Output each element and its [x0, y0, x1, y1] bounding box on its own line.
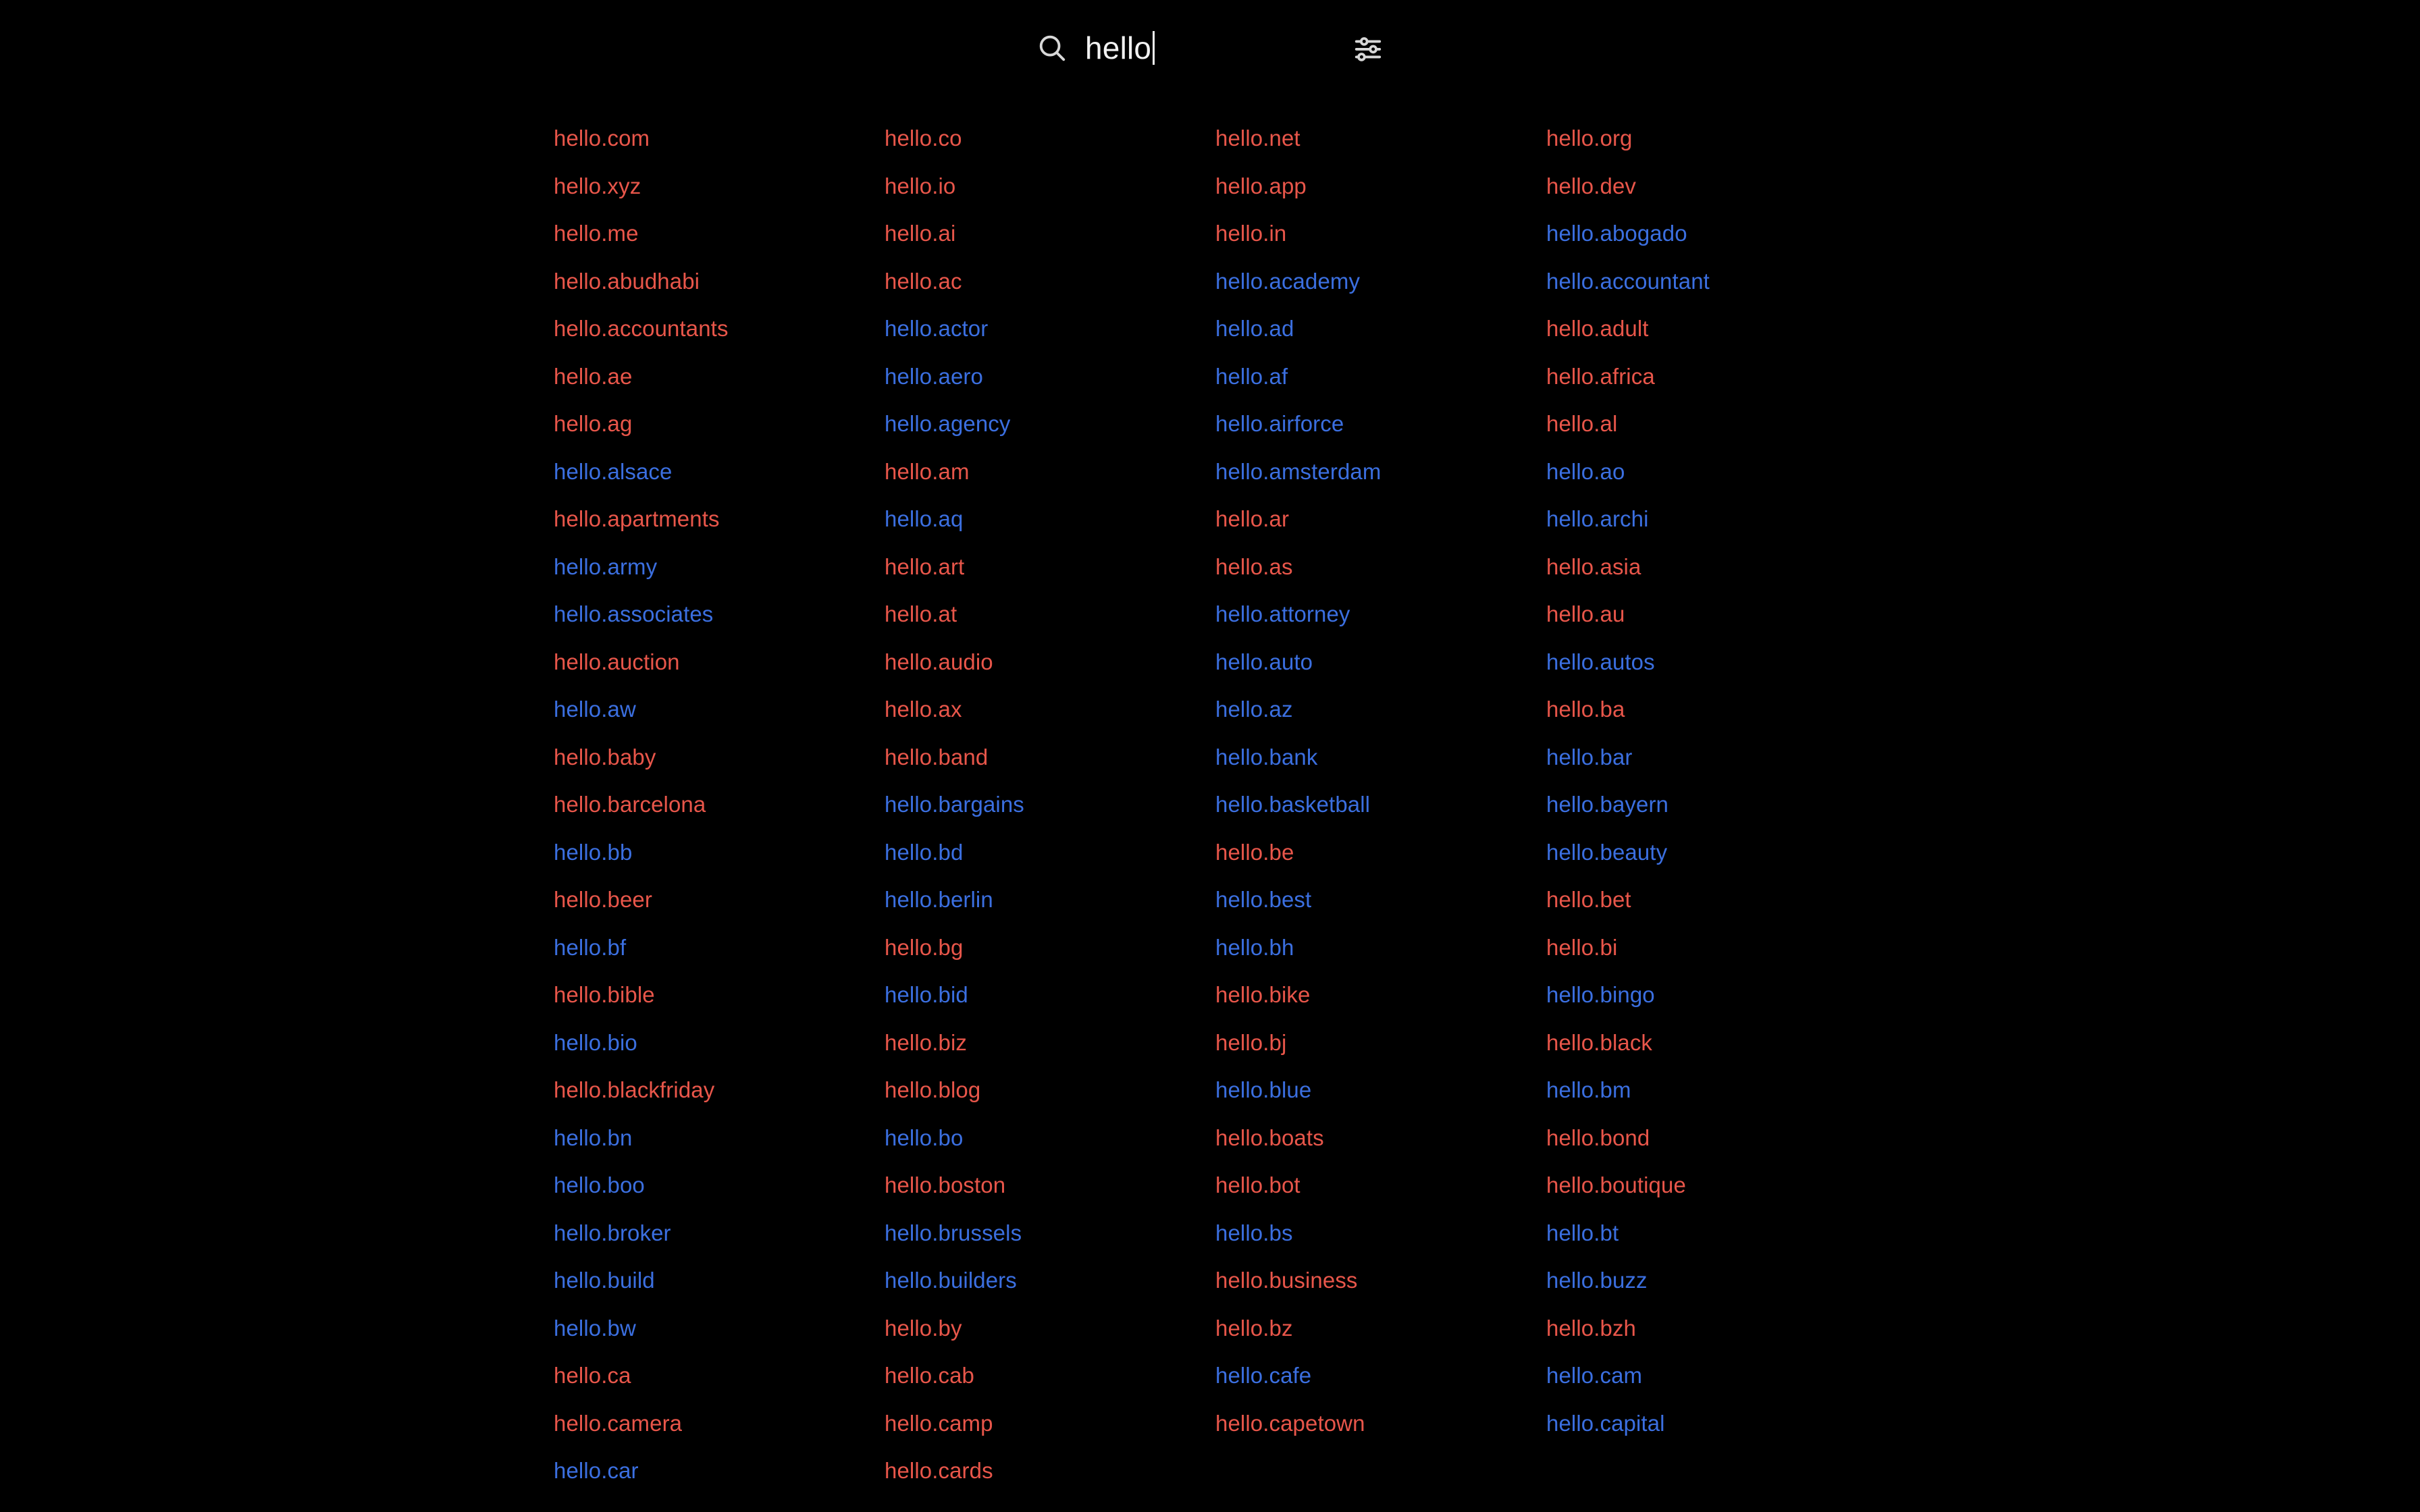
domain-result-item[interactable]: hello.barcelona [554, 792, 706, 817]
domain-result-item[interactable]: hello.africa [1546, 363, 1655, 389]
domain-result-item[interactable]: hello.audio [885, 649, 993, 674]
domain-result-item[interactable]: hello.bar [1546, 744, 1633, 770]
domain-result-item[interactable]: hello.actor [885, 316, 989, 341]
domain-result-item[interactable]: hello.boutique [1546, 1172, 1686, 1197]
domain-result-item[interactable]: hello.ai [885, 221, 956, 246]
domain-result-item[interactable]: hello.bd [885, 839, 964, 865]
domain-result-item[interactable]: hello.ar [1215, 506, 1290, 531]
domain-result-item[interactable]: hello.am [885, 458, 970, 484]
domain-result-item[interactable]: hello.attorney [1215, 601, 1350, 626]
domain-result-item[interactable]: hello.bid [885, 982, 968, 1007]
domain-result-item[interactable]: hello.archi [1546, 506, 1649, 531]
domain-result-item[interactable]: hello.be [1215, 839, 1294, 865]
domain-result-item[interactable]: hello.boo [554, 1172, 645, 1197]
domain-result-item[interactable]: hello.org [1546, 126, 1633, 151]
search-icon [1036, 32, 1068, 63]
domain-result-item[interactable]: hello.as [1215, 554, 1293, 579]
domain-result-item[interactable]: hello.af [1215, 363, 1288, 389]
domain-result-item[interactable]: hello.bot [1215, 1172, 1300, 1197]
domain-result-item[interactable]: hello.camp [885, 1410, 993, 1436]
domain-result-item[interactable]: hello.net [1215, 126, 1300, 151]
domain-result-item[interactable]: hello.in [1215, 221, 1287, 246]
domain-result-item[interactable]: hello.camera [554, 1410, 683, 1436]
search-bar [0, 0, 2420, 96]
domain-result-item[interactable]: hello.accountant [1546, 268, 1710, 294]
domain-result-item[interactable]: hello.at [885, 601, 957, 626]
domain-result-item[interactable]: hello.bank [1215, 744, 1318, 770]
domain-result-item[interactable]: hello.associates [554, 601, 714, 626]
domain-result-item[interactable]: hello.bet [1546, 887, 1631, 912]
domain-result-item[interactable]: hello.auto [1215, 649, 1313, 674]
search-input-value: hello [1085, 30, 1152, 65]
domain-result-item[interactable]: hello.bio [554, 1029, 637, 1055]
domain-result-item[interactable]: hello.black [1546, 1029, 1653, 1055]
domain-result-item[interactable]: hello.aq [885, 506, 964, 531]
domain-result-item[interactable]: hello.accountants [554, 316, 729, 341]
domain-result-item[interactable]: hello.ao [1546, 458, 1625, 484]
search-input[interactable] [1085, 31, 1308, 65]
domain-result-item[interactable]: hello.bzh [1546, 1315, 1636, 1341]
domain-result-item[interactable]: hello.best [1215, 887, 1312, 912]
search-bar-inner [1036, 31, 1384, 65]
domain-result-item[interactable]: hello.beauty [1546, 839, 1668, 865]
domain-result-item[interactable]: hello.art [885, 554, 965, 579]
domain-result-item[interactable]: hello.xyz [554, 173, 641, 198]
domain-result-item[interactable]: hello.builders [885, 1268, 1017, 1293]
domain-result-item[interactable]: hello.amsterdam [1215, 458, 1382, 484]
domain-result-item[interactable]: hello.me [554, 221, 639, 246]
domain-result-item[interactable]: hello.bb [554, 839, 633, 865]
domain-result-item[interactable]: hello.boston [885, 1172, 1006, 1197]
domain-result-item[interactable]: hello.bw [554, 1315, 636, 1341]
domain-result-item[interactable]: hello.apartments [554, 506, 720, 531]
domain-result-item[interactable]: hello.co [885, 126, 962, 151]
domain-result-item[interactable]: hello.capetown [1215, 1410, 1365, 1436]
domain-result-item[interactable]: hello.broker [554, 1220, 671, 1245]
domain-result-item[interactable]: hello.bm [1546, 1077, 1631, 1102]
domain-result-item[interactable]: hello.bargains [885, 792, 1024, 817]
text-caret [1153, 31, 1155, 65]
domain-result-item[interactable]: hello.az [1215, 697, 1293, 722]
domain-result-item[interactable]: hello.bj [1215, 1029, 1287, 1055]
domain-result-item[interactable]: hello.al [1546, 411, 1618, 436]
domain-result-item[interactable]: hello.band [885, 744, 989, 770]
domain-result-item[interactable]: hello.ag [554, 411, 633, 436]
domain-result-item[interactable]: hello.berlin [885, 887, 993, 912]
domain-result-item[interactable]: hello.business [1215, 1268, 1358, 1293]
domain-result-item[interactable]: hello.cab [885, 1363, 974, 1388]
domain-result-item[interactable]: hello.au [1546, 601, 1625, 626]
domain-result-item[interactable]: hello.boats [1215, 1125, 1324, 1150]
domain-result-item[interactable]: hello.bike [1215, 982, 1311, 1007]
domain-result-item[interactable]: hello.cam [1546, 1363, 1643, 1388]
domain-result-item[interactable]: hello.bayern [1546, 792, 1668, 817]
domain-result-item[interactable]: hello.baby [554, 744, 656, 770]
domain-result-item[interactable]: hello.blog [885, 1077, 981, 1102]
domain-result-item[interactable]: hello.bg [885, 934, 964, 960]
domain-result-item[interactable]: hello.blackfriday [554, 1077, 715, 1102]
domain-result-item[interactable]: hello.bz [1215, 1315, 1293, 1341]
domain-result-item[interactable]: hello.ba [1546, 697, 1625, 722]
domain-result-item[interactable]: hello.bond [1546, 1125, 1650, 1150]
domain-results-grid [554, 115, 2242, 1495]
domain-result-item[interactable]: hello.brussels [885, 1220, 1022, 1245]
domain-result-item[interactable]: hello.beer [554, 887, 652, 912]
domain-result-item[interactable]: hello.bible [554, 982, 655, 1007]
domain-result-item[interactable]: hello.bn [554, 1125, 633, 1150]
domain-result-item[interactable]: hello.agency [885, 411, 1011, 436]
domain-result-item[interactable]: hello.adult [1546, 316, 1649, 341]
domain-result-item[interactable]: hello.army [554, 554, 658, 579]
domain-result-item[interactable]: hello.autos [1546, 649, 1655, 674]
domain-result-item[interactable]: hello.biz [885, 1029, 967, 1055]
domain-result-item[interactable]: hello.abogado [1546, 221, 1687, 246]
domain-result-item[interactable]: hello.ae [554, 363, 633, 389]
domain-result-item[interactable]: hello.cafe [1215, 1363, 1312, 1388]
domain-result-item[interactable]: hello.auction [554, 649, 680, 674]
sliders-filter-icon[interactable] [1325, 32, 1384, 63]
domain-result-item[interactable]: hello.aw [554, 697, 636, 722]
domain-result-item[interactable]: hello.ax [885, 697, 962, 722]
domain-result-item[interactable]: hello.ca [554, 1363, 631, 1388]
domain-result-item[interactable]: hello.io [885, 173, 956, 198]
domain-result-item[interactable]: hello.bt [1546, 1220, 1619, 1245]
domain-result-item[interactable]: hello.bh [1215, 934, 1294, 960]
domain-result-item[interactable]: hello.cards [885, 1458, 993, 1483]
domain-result-item[interactable]: hello.bs [1215, 1220, 1293, 1245]
domain-result-item[interactable]: hello.buzz [1546, 1268, 1648, 1293]
domain-result-item[interactable]: hello.build [554, 1268, 655, 1293]
domain-result-item[interactable]: hello.ac [885, 268, 962, 294]
domain-result-item[interactable]: hello.basketball [1215, 792, 1371, 817]
domain-result-item[interactable]: hello.ad [1215, 316, 1294, 341]
domain-result-item[interactable]: hello.dev [1546, 173, 1636, 198]
domain-result-item[interactable]: hello.abudhabi [554, 268, 700, 294]
domain-result-item[interactable]: hello.com [554, 126, 650, 151]
domain-result-item[interactable]: hello.car [554, 1458, 639, 1483]
domain-result-item[interactable]: hello.app [1215, 173, 1307, 198]
domain-result-item[interactable]: hello.by [885, 1315, 962, 1341]
domain-result-item[interactable]: hello.alsace [554, 458, 673, 484]
domain-result-item[interactable]: hello.capital [1546, 1410, 1665, 1436]
domain-result-item[interactable]: hello.airforce [1215, 411, 1344, 436]
domain-result-item[interactable]: hello.bo [885, 1125, 964, 1150]
domain-result-item[interactable]: hello.bingo [1546, 982, 1655, 1007]
domain-result-item[interactable]: hello.blue [1215, 1077, 1312, 1102]
domain-result-item[interactable]: hello.academy [1215, 268, 1361, 294]
domain-result-item[interactable]: hello.aero [885, 363, 983, 389]
domain-result-item[interactable]: hello.bf [554, 934, 627, 960]
domain-result-item[interactable]: hello.bi [1546, 934, 1618, 960]
domain-result-item[interactable]: hello.asia [1546, 554, 1641, 579]
